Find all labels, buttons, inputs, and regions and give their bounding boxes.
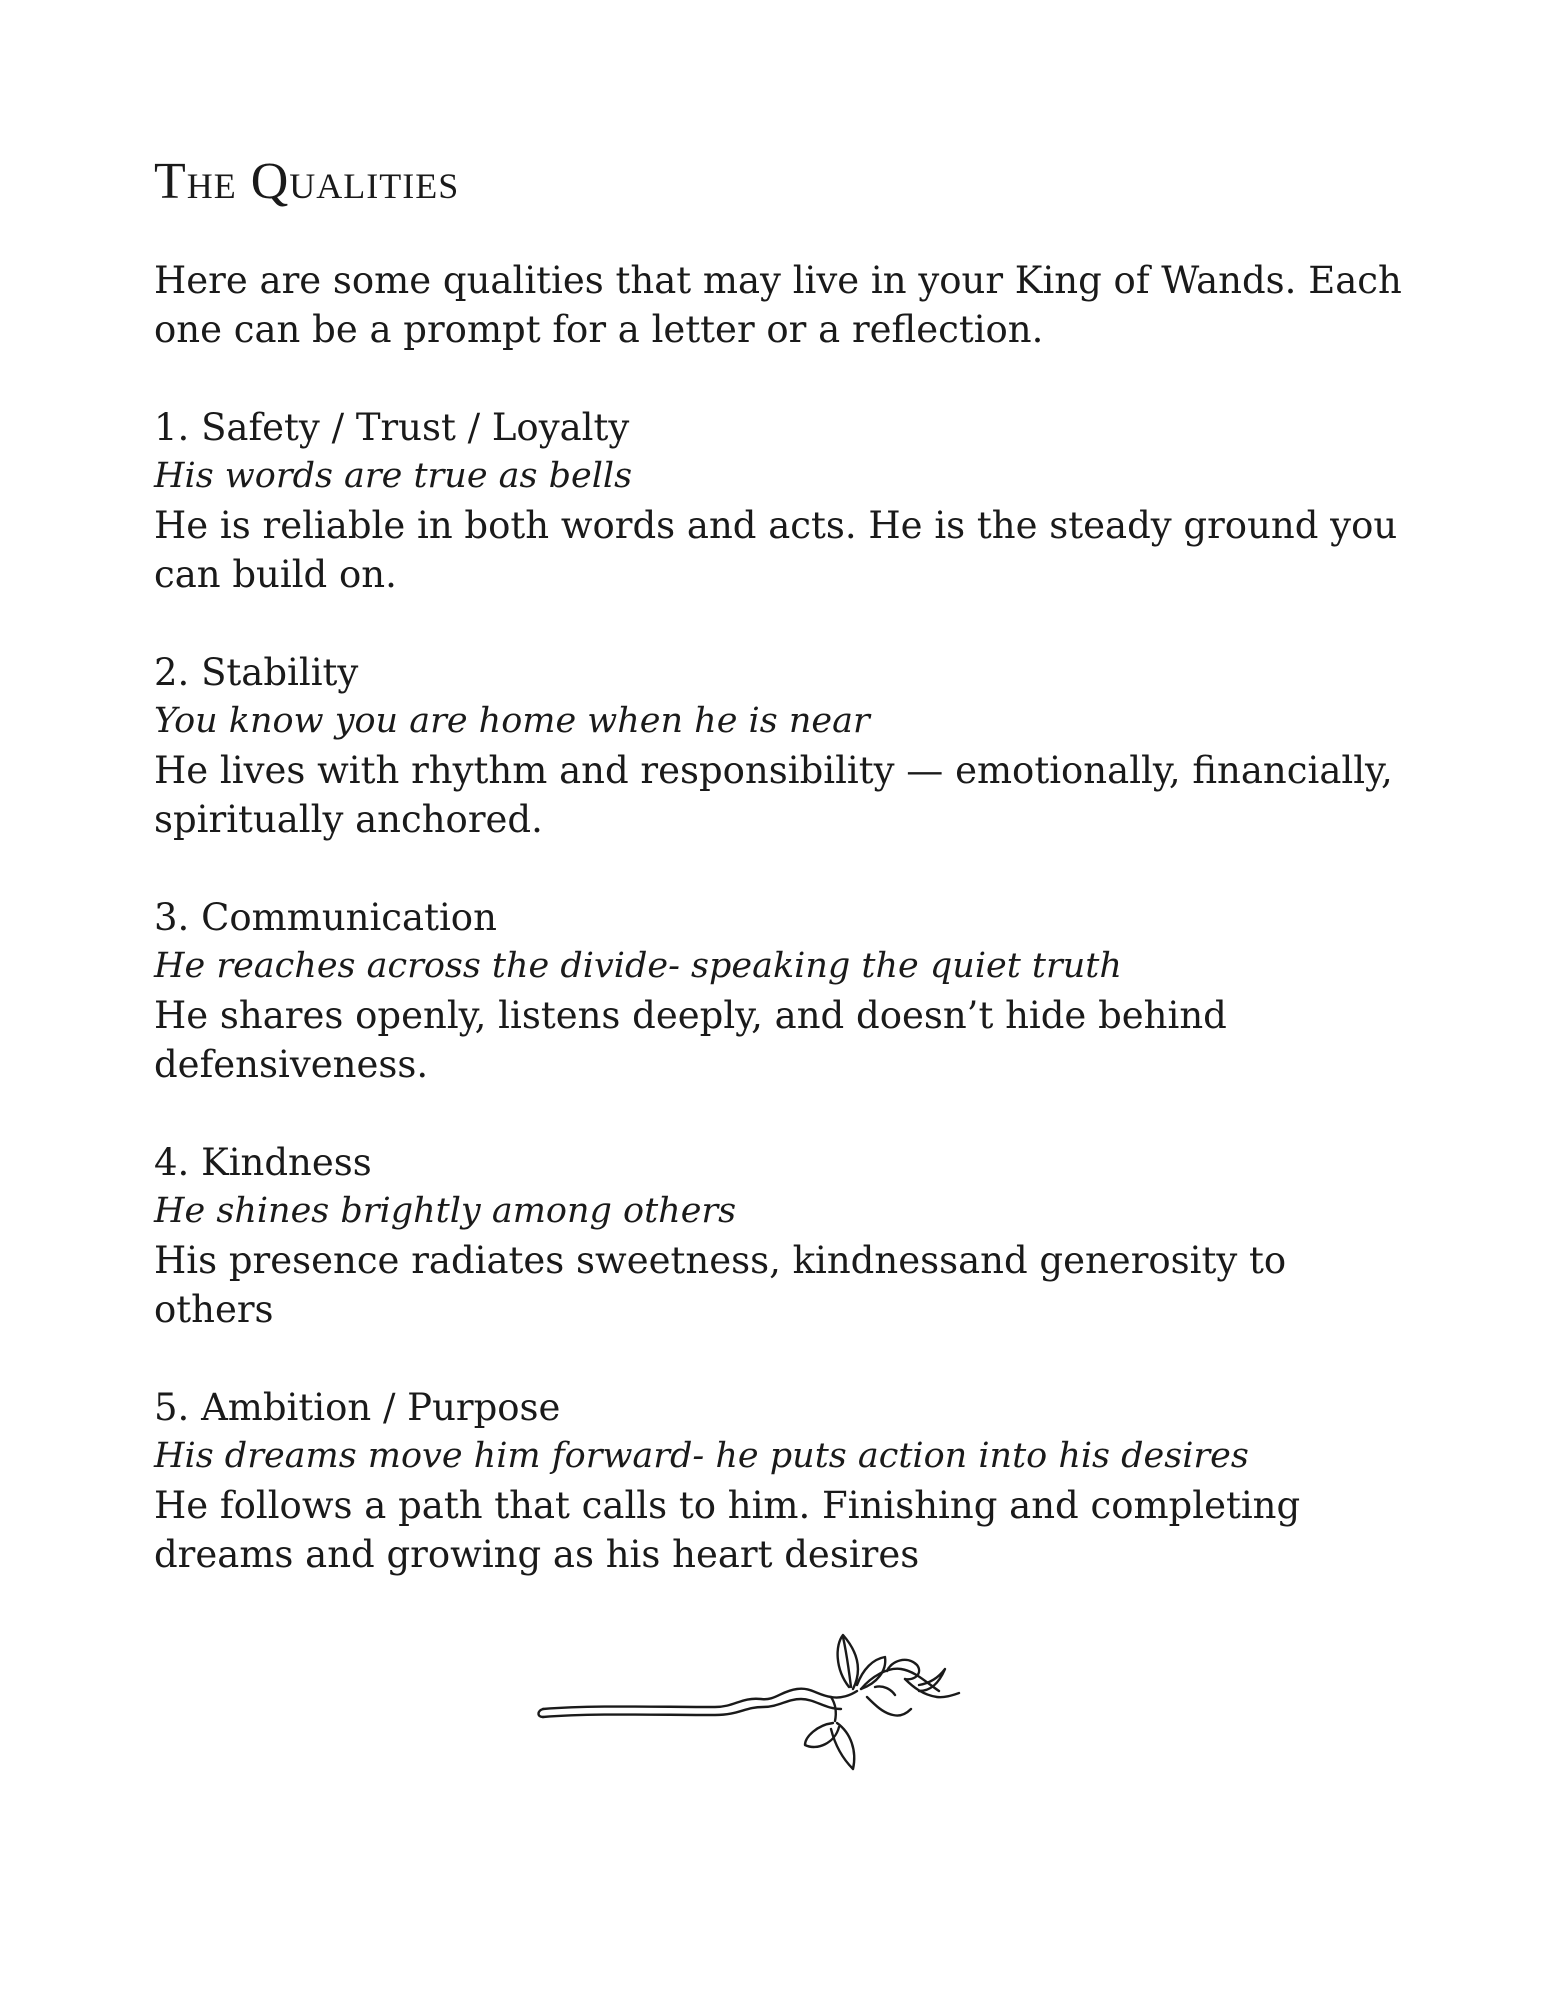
quality-heading: 4. Kindness [154, 1141, 372, 1184]
quality-item [154, 893, 1414, 1089]
quality-tagline: His words are true as bells [154, 456, 633, 496]
quality-item [154, 648, 1414, 844]
quality-tagline: You know you are home when he is near [154, 701, 870, 741]
quality-heading: 3. Communication [154, 896, 497, 939]
quality-description: He follows a path that calls to him. Finishing and completing dreams and growing as his heart desires [154, 1484, 1301, 1576]
quality-item [154, 403, 1414, 599]
quality-heading: 5. Ambition / Purpose [154, 1386, 561, 1429]
quality-description: He is reliable in both words and acts. He is the steady ground you can build on. [154, 504, 1398, 596]
quality-description: He shares openly, listens deeply, and doesn’t hide behind defensiveness. [154, 994, 1227, 1086]
rose-stem-icon [535, 1625, 1025, 1775]
document-page [154, 150, 1414, 1628]
quality-description: He lives with rhythm and responsibility — emotionally, financially, spiritually anchored. [154, 749, 1393, 841]
quality-item [154, 1383, 1414, 1579]
quality-heading: 1. Safety / Trust / Loyalty [154, 406, 630, 449]
intro-paragraph: Here are some qualities that may live in your King of Wands. Each one can be a prompt for a letter or a reflection. [154, 259, 1402, 351]
quality-tagline: He reaches across the divide- speaking the quiet truth [154, 946, 1122, 986]
quality-heading: 2. Stability [154, 651, 359, 694]
quality-description: His presence radiates sweetness, kindnessand generosity to others [154, 1239, 1287, 1331]
quality-tagline: He shines brightly among others [154, 1191, 737, 1231]
quality-item [154, 1138, 1414, 1334]
page-title: The Qualities [154, 153, 460, 210]
quality-tagline: His dreams move him forward- he puts action into his desires [154, 1436, 1249, 1476]
